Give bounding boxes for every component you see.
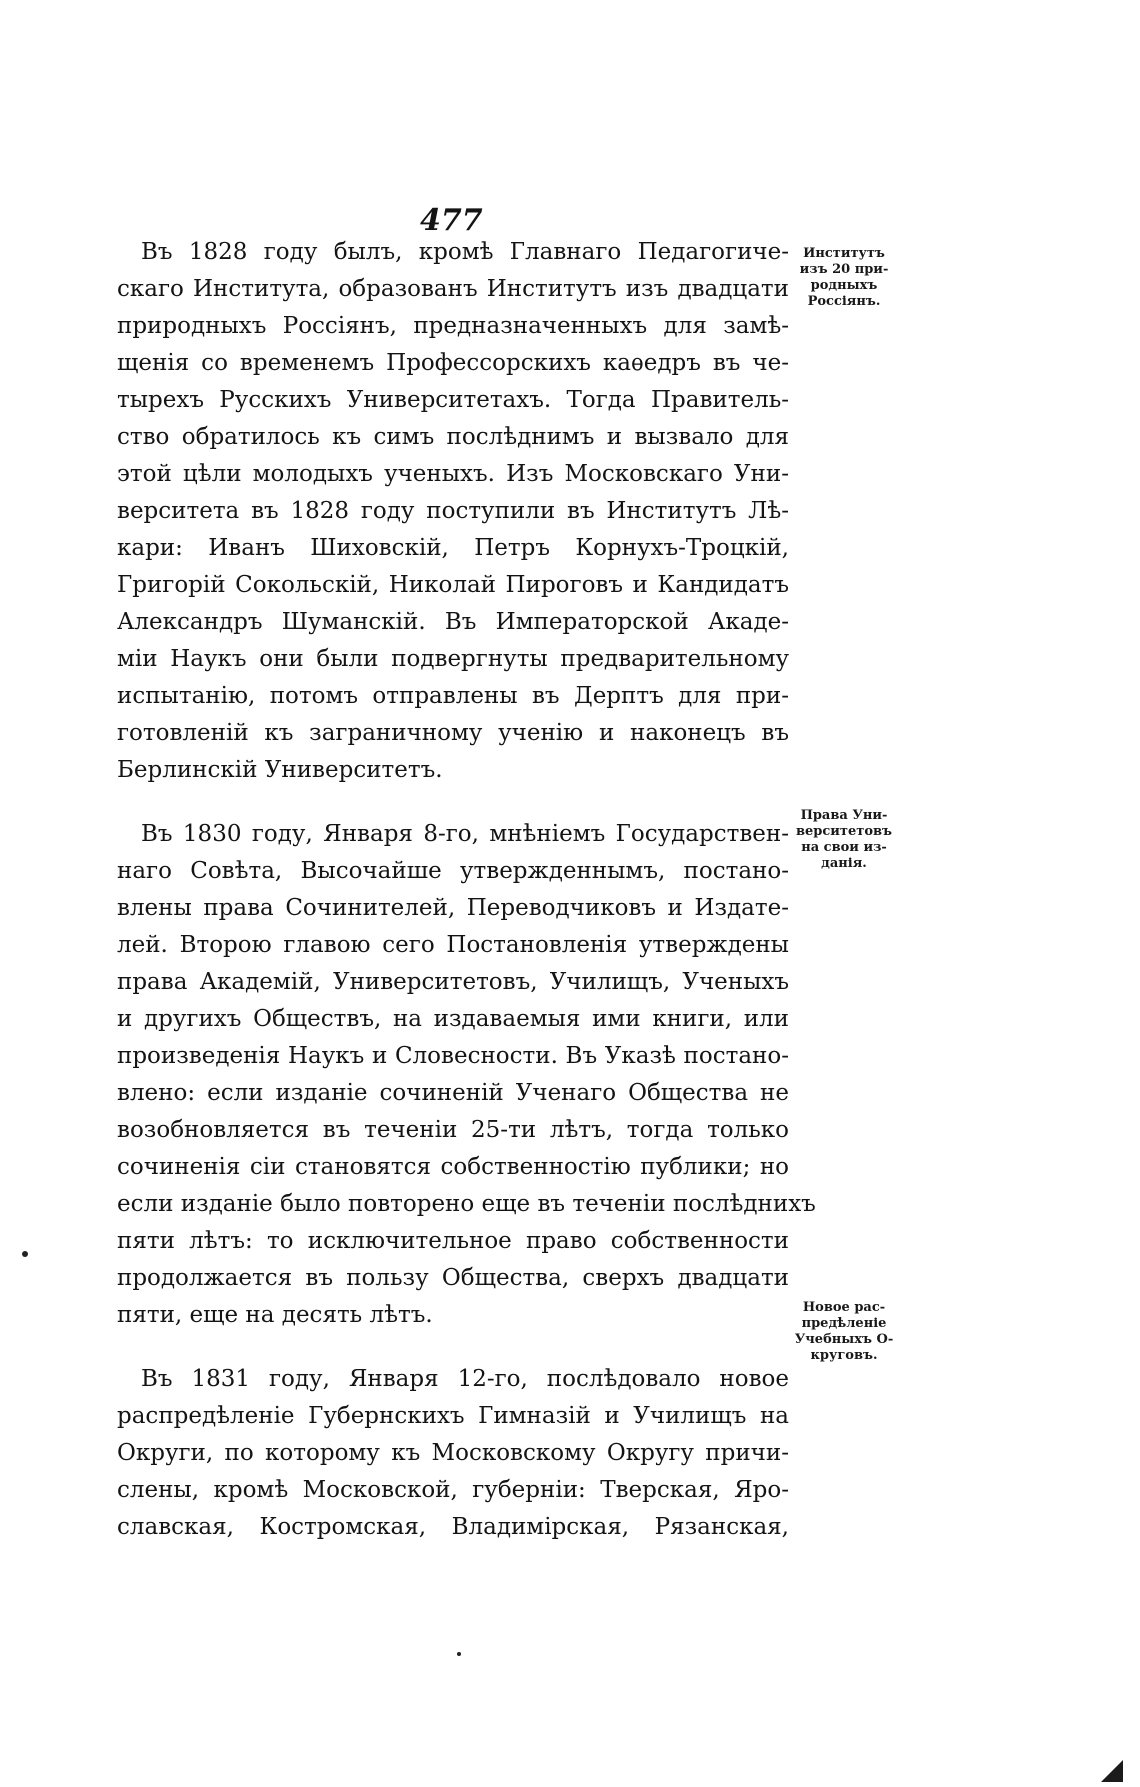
text-line: Берлинскій Университетъ.	[117, 757, 443, 783]
text-line: сочиненія сіи становятся собственностію публики; но	[117, 1154, 789, 1180]
paragraph-1830-author-rights	[117, 816, 816, 1334]
ink-speck	[457, 1652, 461, 1656]
text-line: Въ 1830 году, Января 8-го, мнѣніемъ Государствен-	[141, 821, 789, 847]
text-line: Въ 1831 году, Января 12-го, послѣдовало новое	[141, 1366, 789, 1392]
text-line: наго Совѣта, Высочайше утвержденнымъ, постано-	[117, 858, 789, 884]
margin-note-line: Права Уни-	[800, 808, 888, 823]
text-line: кари: Иванъ Шиховскій, Петръ Корнухъ-Троцкій,	[117, 535, 789, 561]
text-line: Округи, по которому къ Московскому Округу причи-	[117, 1440, 789, 1466]
text-line: испытанію, потомъ отправлены въ Дерптъ для при-	[117, 683, 789, 709]
text-line: природныхъ Россіянъ, предназначенныхъ для замѣ-	[117, 313, 789, 339]
text-line: Александръ Шуманскій. Въ Императорской Акаде-	[117, 609, 789, 635]
margin-note-line: Новое рас-	[802, 1300, 886, 1315]
text-line: влены права Сочинителей, Переводчиковъ и Издате-	[117, 895, 789, 921]
margin-note-line: данія.	[821, 856, 867, 871]
text-line: влено: если изданіе сочиненій Ученаго Общества не	[117, 1080, 789, 1106]
text-line: Въ 1828 году былъ, кромѣ Главнаго Педагогиче-	[141, 239, 789, 265]
corner-mark-icon	[1101, 1760, 1123, 1782]
ink-speck	[22, 1251, 28, 1257]
paragraph-1831-districts	[117, 1361, 789, 1546]
text-line: верситета въ 1828 году поступили въ Институтъ Лѣ-	[117, 498, 789, 524]
margin-note-line: круговъ.	[810, 1348, 878, 1363]
text-line: міи Наукъ они были подвергнуты предварительному	[117, 646, 789, 672]
text-line: и другихъ Обществъ, на издаваемыя ими книги, или	[117, 1006, 789, 1032]
text-line: готовленій къ заграничному ученію и наконецъ въ	[117, 720, 789, 746]
text-line: произведенія Наукъ и Словесности. Въ Указѣ постано-	[117, 1043, 789, 1069]
margin-note-line: Россіянъ.	[807, 294, 881, 309]
margin-note-line: на свои из-	[801, 840, 887, 855]
text-line: Григорій Сокольскій, Николай Пироговъ и Кандидатъ	[117, 572, 789, 598]
text-line: славская, Костромская, Владимірская, Рязанская,	[117, 1514, 789, 1540]
margin-note-line: Учебныхъ О-	[794, 1332, 894, 1347]
margin-note-line: верситетовъ	[795, 824, 892, 839]
text-line: щенія со временемъ Профессорскихъ каѳедръ въ че-	[117, 350, 789, 376]
text-line: распредѣленіе Губернскихъ Гимназій и Училищъ на	[117, 1403, 789, 1429]
text-line: пяти, еще на десять лѣтъ.	[117, 1302, 433, 1328]
body-text	[117, 234, 816, 1573]
margin-note-line: предѣленіе	[801, 1316, 887, 1331]
text-line: лей. Второю главою сего Постановленія утверждены	[117, 932, 789, 958]
margin-note-institute	[790, 246, 898, 310]
paragraph-1828-institute	[117, 234, 789, 789]
text-line: возобновляется въ теченіи 25-ти лѣтъ, тогда только	[117, 1117, 789, 1143]
text-line: этой цѣли молодыхъ ученыхъ. Изъ Московскаго Уни-	[117, 461, 789, 487]
margin-note-line: изъ 20 при-	[799, 262, 889, 277]
text-line: продолжается въ пользу Общества, сверхъ двадцати	[117, 1265, 789, 1291]
text-line: пяти лѣтъ: то исключительное право собственности	[117, 1228, 789, 1254]
text-line: если изданіе было повторено еще въ теченіи послѣднихъ	[117, 1191, 816, 1217]
margin-note-line: Институтъ	[803, 246, 885, 261]
text-line: права Академій, Университетовъ, Училищъ, Ученыхъ	[117, 969, 789, 995]
page-number: 477	[420, 203, 483, 238]
margin-note-university-rights	[790, 808, 898, 872]
margin-note-school-districts	[790, 1300, 898, 1364]
text-line: скаго Института, образованъ Институтъ изъ двадцати	[117, 276, 789, 302]
text-line: тырехъ Русскихъ Университетахъ. Тогда Правитель-	[117, 387, 789, 413]
margin-note-line: родныхъ	[810, 278, 878, 293]
text-line: слены, кромѣ Московской, губерніи: Тверская, Яро-	[117, 1477, 789, 1503]
text-line: ство обратилось къ симъ послѣднимъ и вызвало для	[117, 424, 789, 450]
